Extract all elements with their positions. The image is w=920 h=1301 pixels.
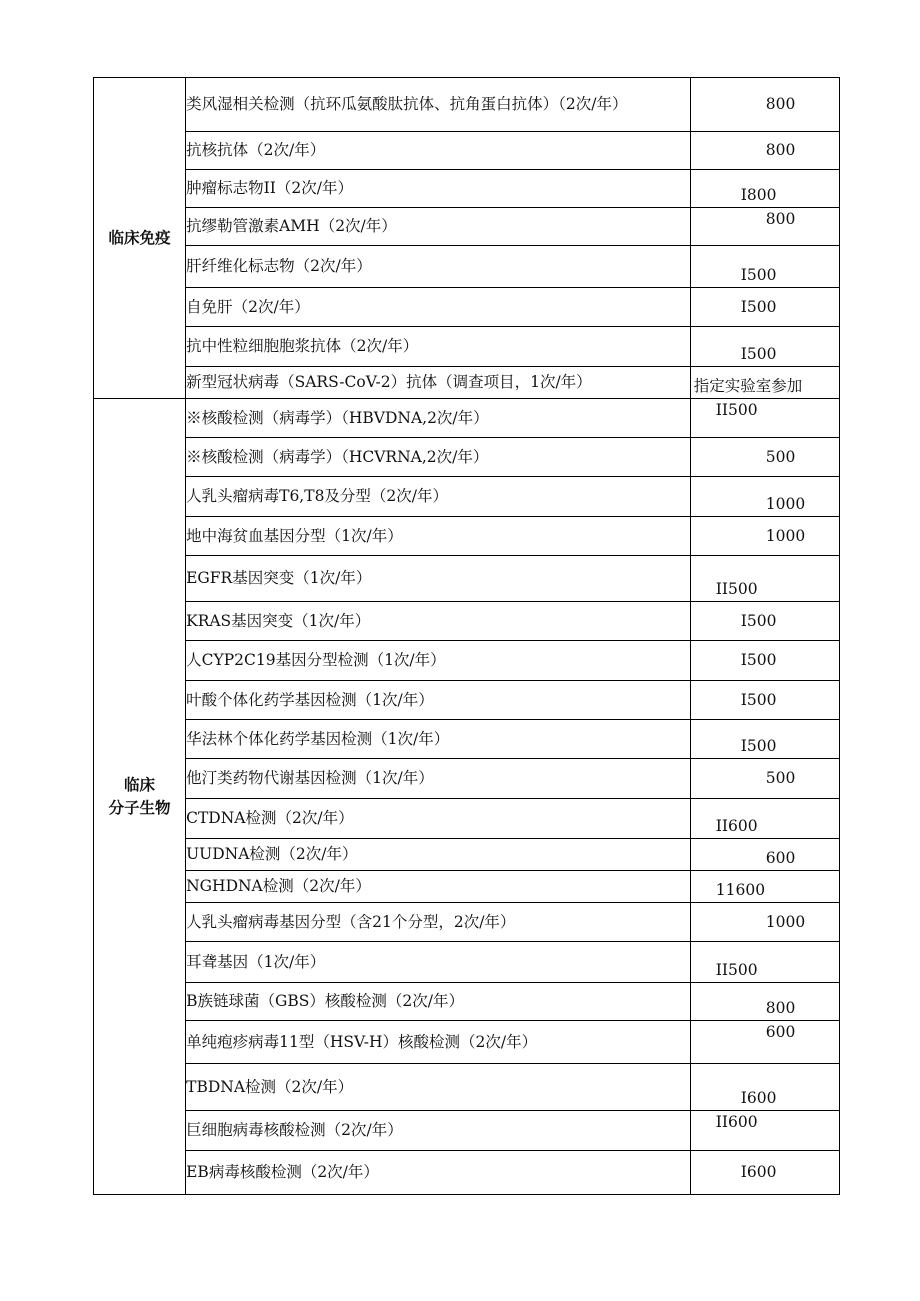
item-cell bbox=[186, 517, 691, 556]
price-value: 600 bbox=[765, 849, 796, 867]
item-cell bbox=[186, 477, 691, 517]
price-value: II600 bbox=[715, 1113, 758, 1131]
item-cell bbox=[186, 556, 691, 602]
table-row bbox=[94, 477, 840, 517]
item-cell bbox=[186, 799, 691, 839]
item-name: 抗核抗体（2次/年） bbox=[186, 141, 326, 159]
item-cell bbox=[186, 288, 691, 327]
item-cell bbox=[186, 983, 691, 1021]
item-cell bbox=[186, 1064, 691, 1111]
price-value: II600 bbox=[715, 817, 758, 835]
price-cell bbox=[690, 839, 839, 871]
price-cell bbox=[690, 367, 839, 399]
category-cell bbox=[94, 78, 186, 399]
item-name: 巨细胞病毒核酸检测（2次/年） bbox=[186, 1121, 403, 1139]
price-cell bbox=[690, 170, 839, 208]
item-name: 自免肝（2次/年） bbox=[186, 297, 310, 316]
item-cell bbox=[186, 903, 691, 942]
price-cell bbox=[690, 983, 839, 1021]
table-row bbox=[94, 641, 840, 681]
price-cell bbox=[690, 556, 839, 602]
price-cell bbox=[690, 208, 839, 246]
price-value: I600 bbox=[740, 1089, 777, 1107]
item-cell bbox=[186, 942, 691, 983]
table-row bbox=[94, 170, 840, 208]
price-cell bbox=[690, 942, 839, 983]
price-cell bbox=[690, 1064, 839, 1111]
price-cell bbox=[690, 438, 839, 477]
item-name: 耳聋基因（1次/年） bbox=[186, 952, 326, 971]
item-name: 单纯疱疹病毒11型（HSV-H）核酸检测（2次/年） bbox=[186, 1032, 538, 1051]
price-value: 800 bbox=[765, 141, 796, 159]
item-name: ※核酸检测（病毒学）（HCVRNA,2次/年） bbox=[186, 447, 489, 466]
table-row bbox=[94, 399, 840, 438]
category-label-line: 临床 bbox=[124, 775, 156, 794]
item-name: 人CYP2C19基因分型检测（1次/年） bbox=[186, 651, 446, 669]
price-value: II500 bbox=[715, 580, 758, 598]
price-cell bbox=[690, 246, 839, 288]
price-value: 1000 bbox=[765, 526, 806, 545]
item-cell bbox=[186, 1021, 691, 1064]
table-row bbox=[94, 720, 840, 759]
item-name: 叶酸个体化药学基因检测（1次/年） bbox=[186, 690, 434, 709]
item-name: 抗中性粒细胞胞浆抗体（2次/年） bbox=[186, 337, 419, 355]
price-value: I800 bbox=[740, 186, 777, 204]
table-row bbox=[94, 78, 840, 132]
item-cell bbox=[186, 871, 691, 903]
item-name: 人乳头瘤病毒T6,T8及分型（2次/年） bbox=[186, 487, 449, 505]
price-value: I500 bbox=[740, 297, 777, 316]
price-value: I500 bbox=[740, 611, 777, 630]
item-name: 他汀类药物代谢基因检测（1次/年） bbox=[186, 769, 434, 787]
table-row bbox=[94, 871, 840, 903]
item-cell bbox=[186, 759, 691, 799]
price-value: 600 bbox=[765, 1023, 796, 1041]
item-cell bbox=[186, 1111, 691, 1151]
table-row bbox=[94, 942, 840, 983]
item-name: 新型冠状病毒（SARS-CoV-2）抗体（调查项目，1次/年） bbox=[186, 373, 592, 391]
category-label-line: 临床免疫 bbox=[108, 228, 171, 247]
price-value: I500 bbox=[740, 690, 777, 709]
table-row bbox=[94, 1151, 840, 1195]
item-cell bbox=[186, 1151, 691, 1195]
table-row bbox=[94, 438, 840, 477]
price-value: 1000 bbox=[765, 495, 806, 513]
price-value: I500 bbox=[740, 266, 777, 284]
price-cell bbox=[690, 399, 839, 438]
item-cell bbox=[186, 78, 691, 132]
item-name: EB病毒核酸检测（2次/年） bbox=[186, 1163, 379, 1181]
price-cell bbox=[690, 477, 839, 517]
item-cell bbox=[186, 641, 691, 681]
item-name: ※核酸检测（病毒学）（HBVDNA,2次/年） bbox=[186, 408, 489, 427]
table-row bbox=[94, 208, 840, 246]
price-value: II500 bbox=[715, 961, 758, 979]
price-value: I600 bbox=[740, 1163, 777, 1181]
price-cell bbox=[690, 681, 839, 720]
table-row bbox=[94, 517, 840, 556]
item-name: B族链球菌（GBS）核酸检测（2次/年） bbox=[186, 992, 464, 1010]
price-cell bbox=[690, 1021, 839, 1064]
table-row bbox=[94, 1064, 840, 1111]
price-value: 500 bbox=[765, 769, 796, 787]
price-cell bbox=[690, 517, 839, 556]
table-row bbox=[94, 839, 840, 871]
item-cell bbox=[186, 602, 691, 641]
price-cell bbox=[690, 903, 839, 942]
table-row bbox=[94, 1111, 840, 1151]
item-cell bbox=[186, 170, 691, 208]
item-name: UUDNA检测（2次/年） bbox=[186, 845, 358, 863]
item-name: 肝纤维化标志物（2次/年） bbox=[186, 257, 372, 275]
item-cell bbox=[186, 399, 691, 438]
price-cell bbox=[690, 1151, 839, 1195]
price-cell bbox=[690, 720, 839, 759]
item-name: 人乳头瘤病毒基因分型（含21个分型，2次/年） bbox=[186, 912, 516, 931]
item-name: 类风湿相关检测（抗环瓜氨酸肽抗体、抗角蛋白抗体）（2次/年） bbox=[186, 95, 628, 113]
item-cell bbox=[186, 681, 691, 720]
item-cell bbox=[186, 246, 691, 288]
category-cell bbox=[94, 399, 186, 1195]
item-name: TBDNA检测（2次/年） bbox=[186, 1077, 354, 1096]
price-cell bbox=[690, 799, 839, 839]
table-row bbox=[94, 1021, 840, 1064]
item-cell bbox=[186, 327, 691, 367]
price-value: 指定实验室参加 bbox=[693, 377, 803, 395]
table-row bbox=[94, 983, 840, 1021]
price-value: I500 bbox=[740, 651, 777, 669]
price-value: 800 bbox=[765, 210, 796, 228]
table-row bbox=[94, 556, 840, 602]
price-cell bbox=[690, 132, 839, 170]
price-value: I500 bbox=[740, 345, 777, 363]
table-row bbox=[94, 799, 840, 839]
item-cell bbox=[186, 208, 691, 246]
price-cell bbox=[690, 641, 839, 681]
price-value: 800 bbox=[765, 999, 796, 1017]
table-row bbox=[94, 759, 840, 799]
item-name: 华法林个体化药学基因检测（1次/年） bbox=[186, 729, 450, 748]
price-cell bbox=[690, 1111, 839, 1151]
table-row bbox=[94, 327, 840, 367]
table-row bbox=[94, 132, 840, 170]
item-name: 地中海贫血基因分型（1次/年） bbox=[186, 526, 403, 545]
price-cell bbox=[690, 327, 839, 367]
item-cell bbox=[186, 438, 691, 477]
price-cell bbox=[690, 288, 839, 327]
item-cell bbox=[186, 132, 691, 170]
table-row bbox=[94, 903, 840, 942]
fee-table bbox=[93, 77, 840, 1195]
item-name: EGFR基因突变（1次/年） bbox=[186, 569, 372, 587]
price-cell bbox=[690, 871, 839, 903]
price-value: 500 bbox=[765, 447, 796, 466]
category-label-line: 分子生物 bbox=[108, 798, 171, 817]
price-cell bbox=[690, 78, 839, 132]
price-value: I500 bbox=[740, 737, 777, 755]
table-row bbox=[94, 367, 840, 399]
price-value: 11600 bbox=[715, 881, 766, 899]
item-name: 抗缪勒管激素AMH（2次/年） bbox=[186, 217, 397, 235]
price-value: 800 bbox=[765, 95, 796, 113]
item-cell bbox=[186, 720, 691, 759]
table-row bbox=[94, 288, 840, 327]
price-value: 1000 bbox=[765, 912, 806, 931]
price-cell bbox=[690, 602, 839, 641]
table-row bbox=[94, 681, 840, 720]
item-cell bbox=[186, 367, 691, 399]
table-row bbox=[94, 602, 840, 641]
price-cell bbox=[690, 759, 839, 799]
price-value: II500 bbox=[715, 401, 758, 419]
item-name: 肿瘤标志物II（2次/年） bbox=[186, 179, 353, 197]
table-row bbox=[94, 246, 840, 288]
item-name: CTDNA检测（2次/年） bbox=[186, 809, 354, 827]
item-name: NGHDNA检测（2次/年） bbox=[186, 877, 371, 895]
item-name: KRAS基因突变（1次/年） bbox=[186, 611, 371, 630]
item-cell bbox=[186, 839, 691, 871]
